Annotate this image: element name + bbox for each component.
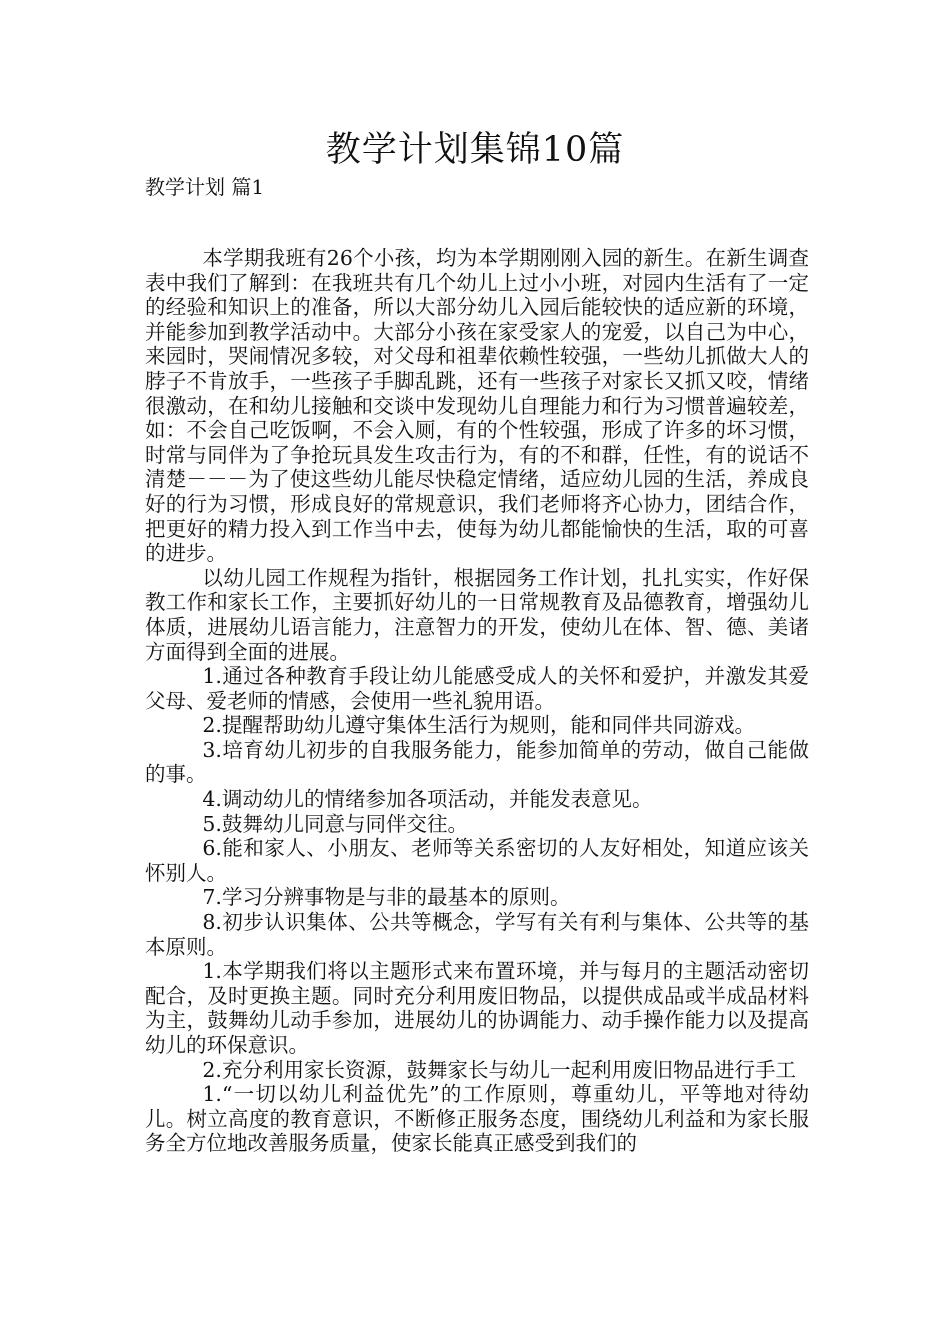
paragraph: 7.学习分辨事物是与非的最基本的原则。 (202, 885, 571, 910)
paragraph: 6.能和家人、小朋友、老师等关系密切的人友好相处，知道应该关怀别人。 (145, 836, 809, 885)
paragraph: 2.充分利用家长资源，鼓舞家长与幼儿一起利用废旧物品进行手工 (202, 1057, 796, 1082)
paragraph: 4.调动幼儿的情绪参加各项活动，并能发表意见。 (202, 787, 653, 812)
paragraph: 3.培育幼儿初步的自我服务能力，能参加简单的劳动，做自己能做的事。 (145, 737, 809, 787)
paragraph: 5.鼓舞幼儿同意与同伴交往。 (202, 811, 468, 836)
section-heading: 教学计划 篇1 (145, 175, 265, 199)
paragraph: 2.提醒帮助幼儿遵守集体生活行为规则，能和同伴共同游戏。 (202, 713, 755, 738)
paragraph: 1.本学期我们将以主题形式来布置环境，并与每月的主题活动密切配合，及时更换主题。同时充分利用废旧物品，以提供成品或半成品材料为主，鼓舞幼儿动手参加，进展幼儿的协调能力、动手操作能力以及提高幼儿的环保意识。 (145, 959, 809, 1057)
paragraph: 8.初步认识集体、公共等概念，学写有关有利与集体、公共等的基本原则。 (145, 910, 809, 959)
document-title: 教学计划集锦10篇 (325, 130, 625, 170)
document-body (145, 246, 809, 1156)
paragraph: 1.通过各种教育手段让幼儿能感受成人的关怀和爱护，并激发其爱父母、爱老师的情感，会使用一些礼貌用语。 (145, 664, 809, 713)
paragraph: 以幼儿园工作规程为指针，根据园务工作计划，扎扎实实，作好保教工作和家长工作，主要抓好幼儿的一日常规教育及品德教育，增强幼儿体质，进展幼儿语言能力，注意智力的开发，使幼儿在体、智、德、美诸方面得到全面的进展。 (145, 565, 809, 664)
paragraph: 1.“一切以幼儿利益优先”的工作原则，尊重幼儿，平等地对待幼儿。树立高度的教育意识，不断修正服务态度，围绕幼儿利益和为家长服务全方位地改善服务质量，使家长能真正感受到我们的 (145, 1082, 809, 1156)
paragraph: 本学期我班有26个小孩，均为本学期刚刚入园的新生。在新生调查表中我们了解到：在我班共有几个幼儿上过小小班，对园内生活有了一定的经验和知识上的准备，所以大部分幼儿入园后能较快的适应新的环境，并能参加到教学活动中。大部分小孩在家受家人的宠爱，以自己为中心，来园时，哭闹情况多较，对父母和祖辈依赖性较强，一些幼儿抓做大人的脖子不肯放手，一些孩子手脚乱跳，还有一些孩子对家长又抓又咬，情绪很激动，在和幼儿接触和交谈中发现幼儿自理能力和行为习惯普遍较差，如：不会自己吃饭啊，不会入厕，有的个性较强，形成了许多的坏习惯，时常与同伴为了争抢玩具发生攻击行为，有的不和群，任性，有的说话不清楚－－－为了使这些幼儿能尽快稳定情绪，适应幼儿园的生活，养成良好的行为习惯，形成良好的常规意识，我们老师将齐心协力，团结合作，把更好的精力投入到工作当中去，使每为幼儿都能愉快的生活，取的可喜的进步。 (145, 246, 809, 566)
